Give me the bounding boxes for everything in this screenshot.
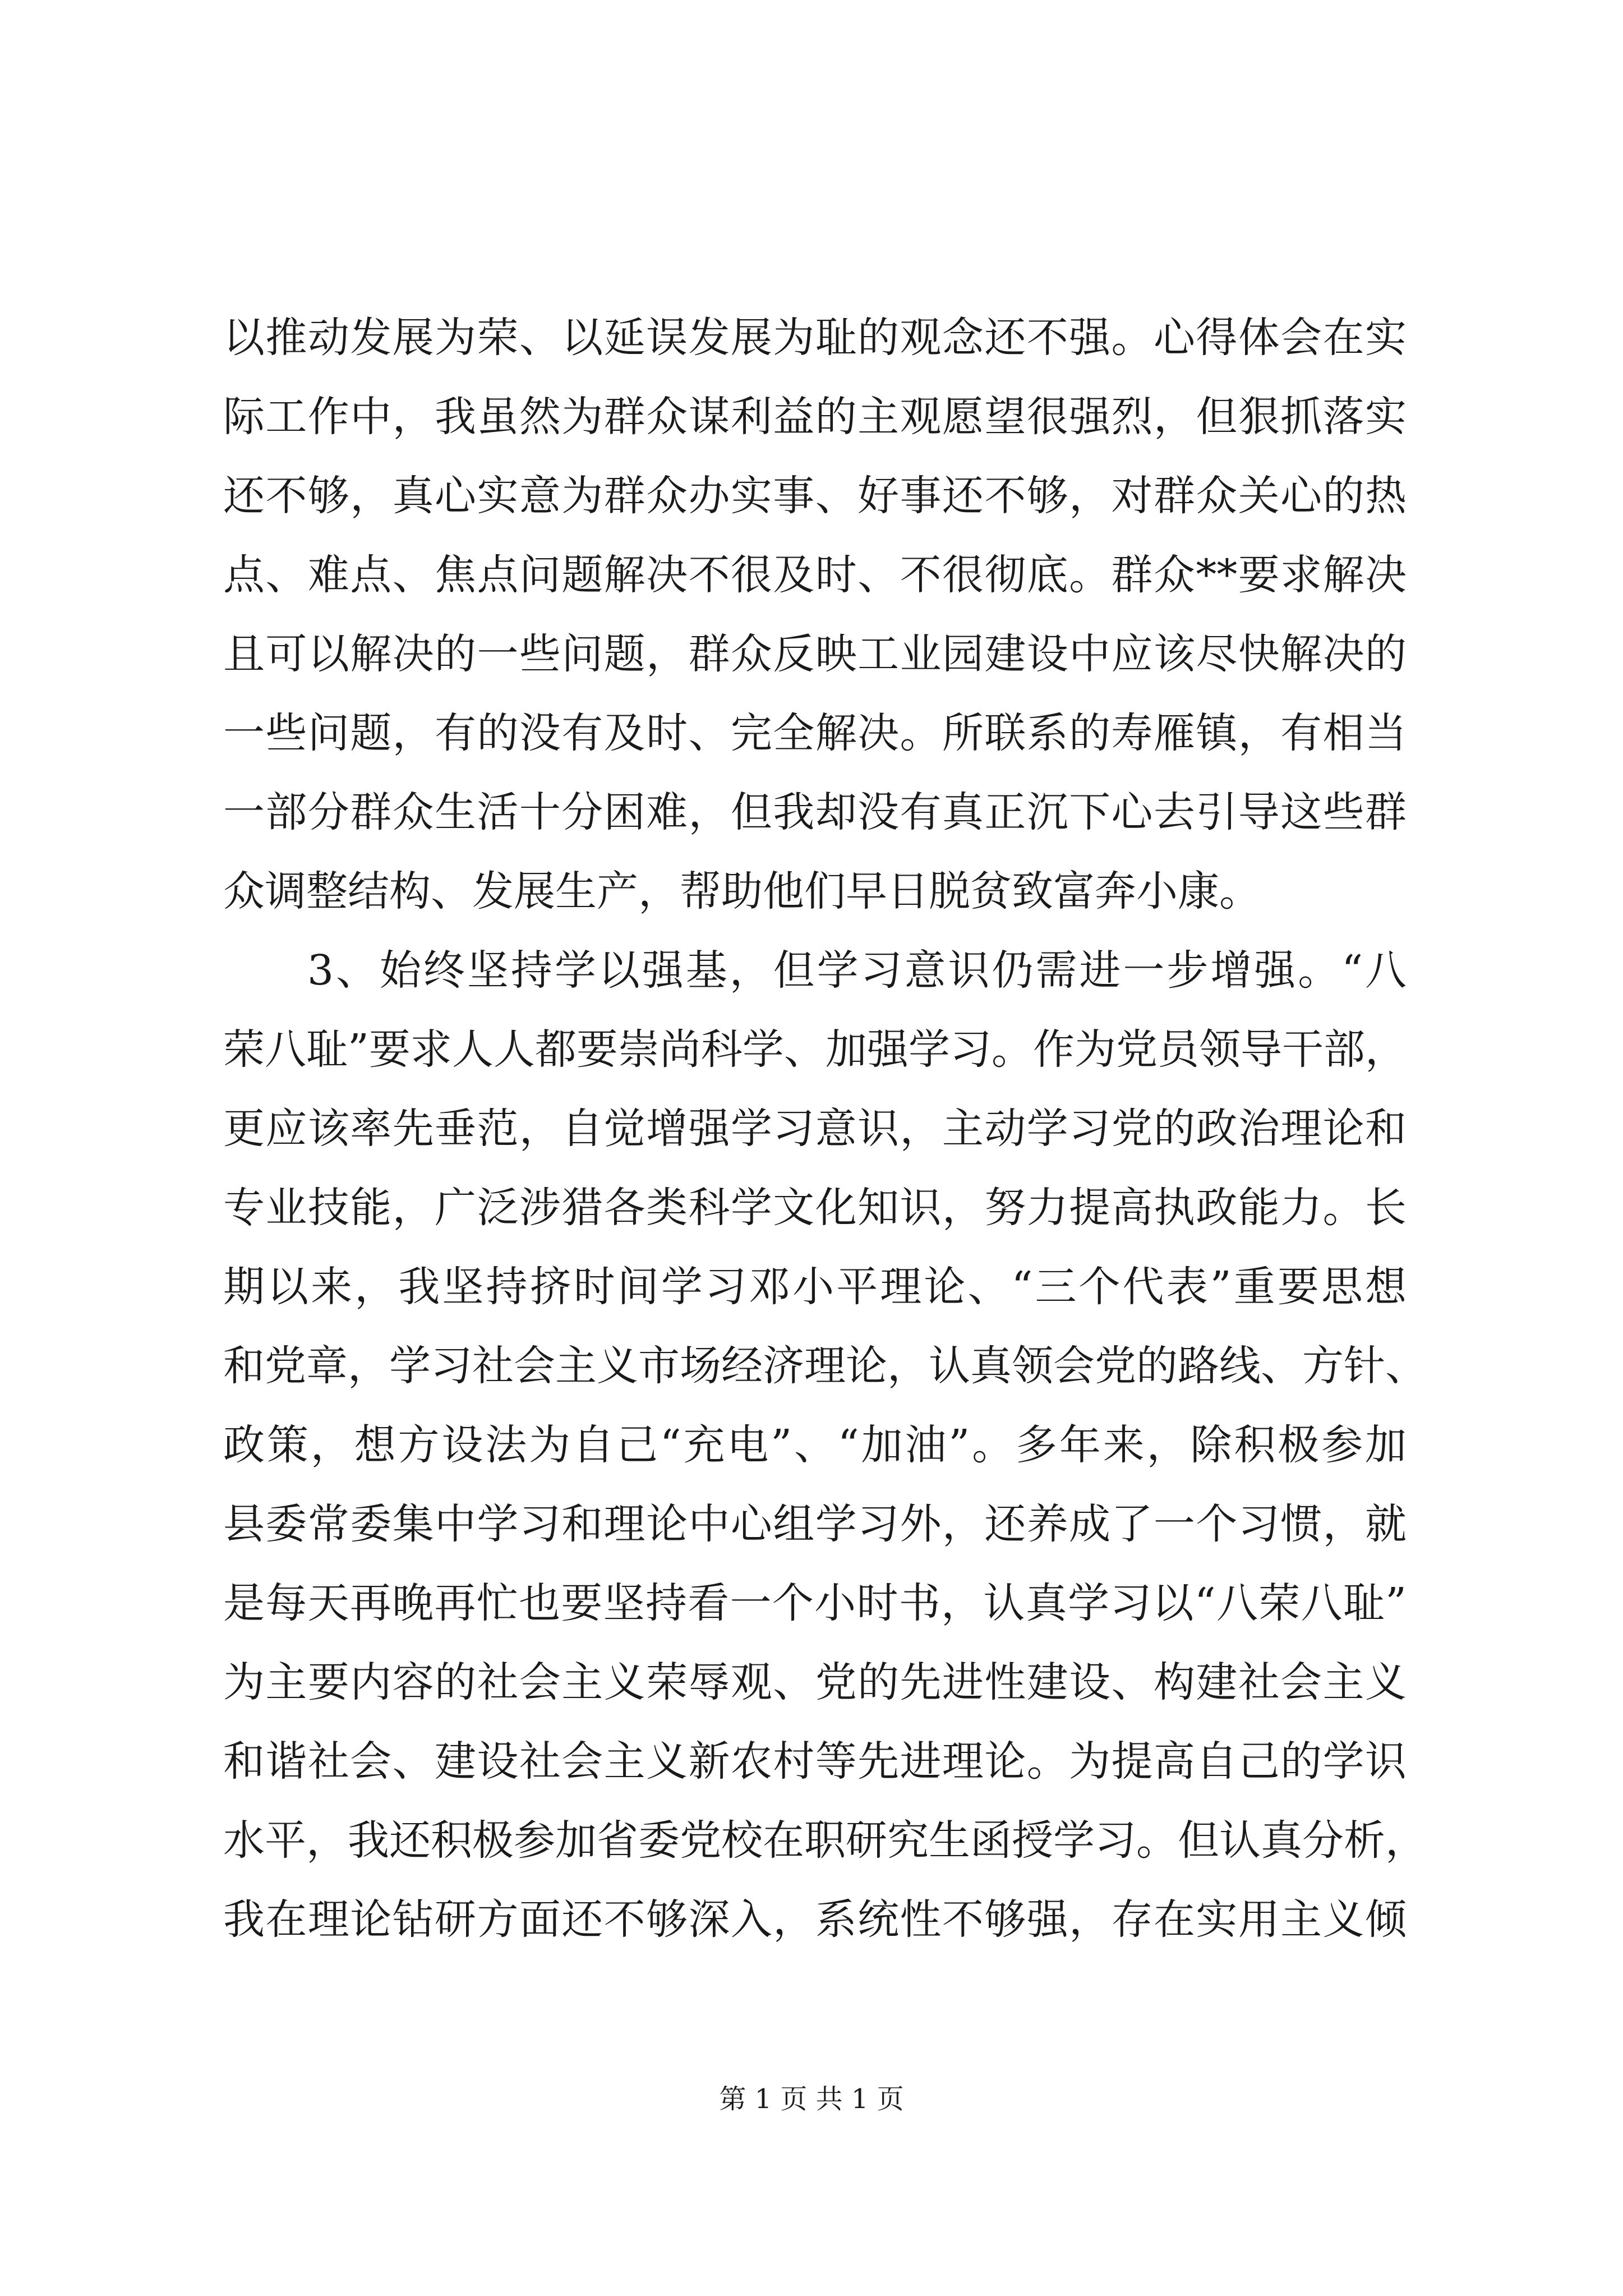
text-line: 我在理论钻研方面还不够深入，系统性不够强，存在实用主义倾 (223, 1895, 1407, 1944)
text-line: 期以来，我坚持挤时间学习邓小平理论、“三个代表”重要思想 (223, 1263, 1407, 1311)
text-line: 专业技能，广泛涉猎各类科学文化知识，努力提高执政能力。长 (223, 1184, 1407, 1232)
text-line: 以推动发展为荣、以延误发展为耻的观念还不强。心得体会在实 (223, 314, 1407, 362)
text-line: 更应该率先垂范，自觉增强学习意识，主动学习党的政治理论和 (223, 1105, 1407, 1153)
text-line: 荣八耻”要求人人都要崇尚科学、加强学习。作为党员领导干部， (223, 1025, 1407, 1074)
text-line: 点、难点、焦点问题解决不很及时、不很彻底。群众**要求解决 (223, 551, 1407, 599)
paragraph-heading: 3、始终坚持学以强基，但学习意识仍需进一步增强。“八 (307, 946, 1407, 995)
text-line: 为主要内容的社会主义荣辱观、党的先进性建设、构建社会主义 (223, 1658, 1407, 1706)
page-number-footer: 第 1 页 共 1 页 (719, 2083, 904, 2115)
text-line: 政策，想方设法为自己“充电”、“加油”。多年来，除积极参加 (223, 1421, 1407, 1469)
text-line: 和谐社会、建设社会主义新农村等先进理论。为提高自己的学识 (223, 1737, 1407, 1786)
text-line: 县委常委集中学习和理论中心组学习外，还养成了一个习惯，就 (223, 1500, 1407, 1548)
text-line: 和党章，学习社会主义市场经济理论，认真领会党的路线、方针、 (223, 1342, 1427, 1390)
text-line: 是每天再晚再忙也要坚持看一个小时书，认真学习以“八荣八耻” (223, 1579, 1407, 1627)
text-line: 一些问题，有的没有及时、完全解决。所联系的寿雁镇，有相当 (223, 709, 1407, 757)
text-line: 际工作中，我虽然为群众谋利益的主观愿望很强烈，但狠抓落实 (223, 393, 1407, 441)
text-line: 且可以解决的一些问题，群众反映工业园建设中应该尽快解决的 (223, 630, 1407, 678)
text-line: 还不够，真心实意为群众办实事、好事还不够，对群众关心的热 (223, 472, 1407, 520)
text-line: 众调整结构、发展生产，帮助他们早日脱贫致富奔小康。 (223, 867, 1261, 915)
text-line: 一部分群众生活十分困难，但我却没有真正沉下心去引导这些群 (223, 788, 1407, 836)
text-line: 水平，我还积极参加省委党校在职研究生函授学习。但认真分析， (223, 1816, 1427, 1865)
